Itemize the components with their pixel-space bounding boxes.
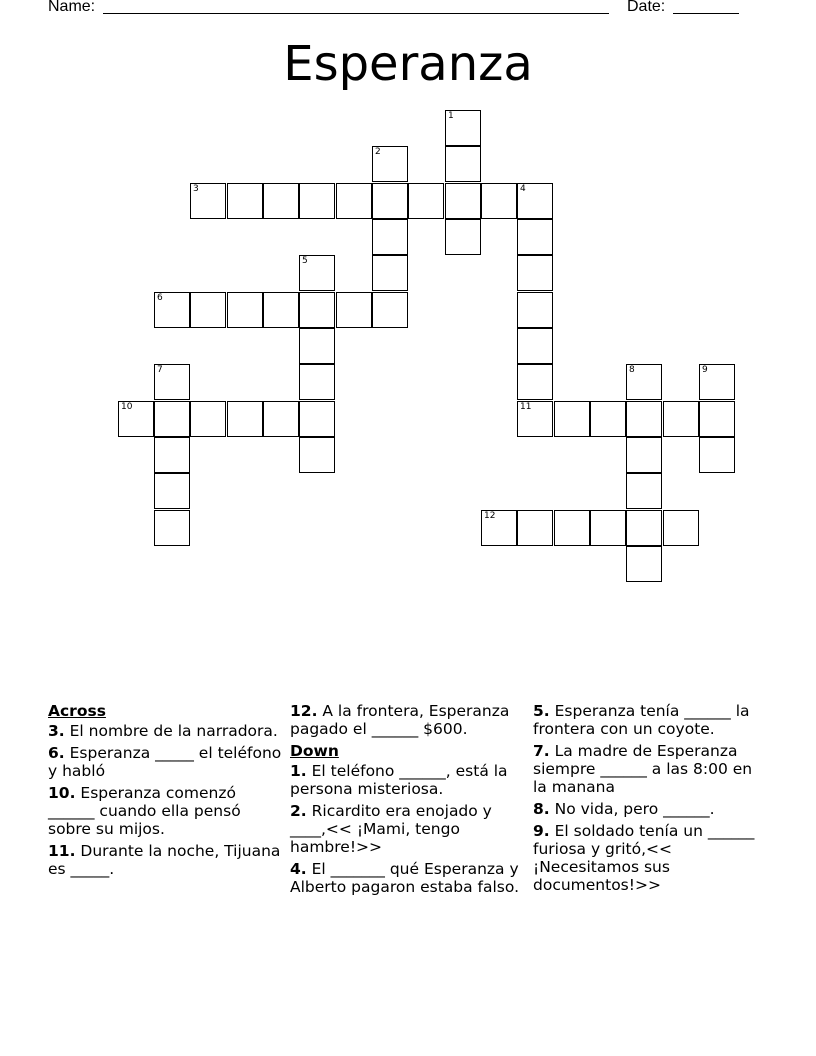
grid-cell[interactable] xyxy=(626,401,662,437)
grid-cell[interactable] xyxy=(408,183,444,219)
grid-cell[interactable] xyxy=(299,255,335,291)
grid-cell[interactable] xyxy=(299,437,335,473)
grid-cell[interactable] xyxy=(445,183,481,219)
grid-cell[interactable] xyxy=(517,401,553,437)
grid-cell[interactable] xyxy=(481,510,517,546)
cell-number: 9 xyxy=(702,365,708,375)
grid-cell[interactable] xyxy=(517,255,553,291)
clue-down-4: 4. El _______ qué Esperanza y Alberto pagaron estaba falso. xyxy=(290,860,520,896)
clue-across-3: 3. El nombre de la narradora. xyxy=(48,722,278,740)
clue-down-1: 1. El teléfono ______, está la persona misteriosa. xyxy=(290,762,508,798)
grid-cell[interactable] xyxy=(372,292,408,328)
grid-cell[interactable] xyxy=(590,401,626,437)
grid-cell[interactable] xyxy=(481,183,517,219)
grid-cell[interactable] xyxy=(445,110,481,146)
grid-cell[interactable] xyxy=(626,364,662,400)
grid-cell[interactable] xyxy=(699,364,735,400)
grid-cell[interactable] xyxy=(299,401,335,437)
page-title: Esperanza xyxy=(283,36,533,92)
clue-across-6: 6. Esperanza _____ el teléfono y habló xyxy=(48,744,282,780)
grid-cell[interactable] xyxy=(663,510,699,546)
grid-cell[interactable] xyxy=(263,183,299,219)
grid-cell[interactable] xyxy=(227,292,263,328)
grid-cell[interactable] xyxy=(263,292,299,328)
grid-cell[interactable] xyxy=(190,183,226,219)
grid-cell[interactable] xyxy=(699,401,735,437)
grid-cell[interactable] xyxy=(517,292,553,328)
grid-cell[interactable] xyxy=(590,510,626,546)
grid-cell[interactable] xyxy=(663,401,699,437)
cell-number: 12 xyxy=(484,511,496,521)
cell-number: 3 xyxy=(193,184,199,194)
grid-cell[interactable] xyxy=(517,364,553,400)
grid-cell[interactable] xyxy=(299,183,335,219)
grid-cell[interactable] xyxy=(445,146,481,182)
grid-cell[interactable] xyxy=(626,437,662,473)
cell-number: 4 xyxy=(520,184,526,194)
grid-cell[interactable] xyxy=(190,292,226,328)
cell-number: 6 xyxy=(157,293,163,303)
grid-cell[interactable] xyxy=(299,328,335,364)
grid-cell[interactable] xyxy=(263,401,299,437)
date-label: Date: xyxy=(627,0,666,15)
cell-number: 5 xyxy=(302,256,308,266)
down-heading: Down xyxy=(290,742,339,760)
grid-cell[interactable] xyxy=(517,328,553,364)
grid-cell[interactable] xyxy=(118,401,154,437)
clue-across-12: 12. A la frontera, Esperanza pagado el ______ $600. xyxy=(290,702,510,738)
grid-cell[interactable] xyxy=(626,510,662,546)
cell-number: 10 xyxy=(121,402,133,412)
grid-cell[interactable] xyxy=(372,219,408,255)
grid-cell[interactable] xyxy=(154,510,190,546)
clues-column-2 xyxy=(290,702,526,900)
clue-down-2: 2. Ricardito era enojado y ____,<< ¡Mami, tengo hambre!>> xyxy=(290,802,492,856)
grid-cell[interactable] xyxy=(154,437,190,473)
cell-number: 1 xyxy=(448,111,454,121)
grid-cell[interactable] xyxy=(372,146,408,182)
clue-down-5: 5. Esperanza tenía ______ la frontera con un coyote. xyxy=(533,702,750,738)
grid-cell[interactable] xyxy=(445,219,481,255)
grid-cell[interactable] xyxy=(154,292,190,328)
cell-number: 11 xyxy=(520,402,532,412)
grid-cell[interactable] xyxy=(626,546,662,582)
clue-down-9: 9. El soldado tenía un ______ furiosa y gritó,<< ¡Necesitamos sus documentos!>> xyxy=(533,822,755,894)
grid-cell[interactable] xyxy=(372,255,408,291)
grid-cell[interactable] xyxy=(554,510,590,546)
grid-cell[interactable] xyxy=(517,183,553,219)
cell-number: 8 xyxy=(629,365,635,375)
clues-column-3 xyxy=(533,702,769,898)
clue-down-8: 8. No vida, pero ______. xyxy=(533,800,715,818)
clue-across-11: 11. Durante la noche, Tijuana es _____. xyxy=(48,842,281,878)
clue-down-7: 7. La madre de Esperanza siempre ______ a las 8:00 en la manana xyxy=(533,742,753,796)
clue-across-10: 10. Esperanza comenzó ______ cuando ella pensó sobre su mijos. xyxy=(48,784,241,838)
grid-cell[interactable] xyxy=(227,183,263,219)
across-heading: Across xyxy=(48,702,106,720)
cell-number: 7 xyxy=(157,365,163,375)
grid-cell[interactable] xyxy=(190,401,226,437)
grid-cell[interactable] xyxy=(554,401,590,437)
grid-cell[interactable] xyxy=(699,437,735,473)
grid-cell[interactable] xyxy=(227,401,263,437)
grid-cell[interactable] xyxy=(154,401,190,437)
grid-cell[interactable] xyxy=(299,292,335,328)
grid-cell[interactable] xyxy=(336,183,372,219)
grid-cell[interactable] xyxy=(336,292,372,328)
grid-cell[interactable] xyxy=(517,219,553,255)
grid-cell[interactable] xyxy=(154,473,190,509)
grid-cell[interactable] xyxy=(372,183,408,219)
cell-number: 2 xyxy=(375,147,381,157)
grid-cell[interactable] xyxy=(626,473,662,509)
grid-cell[interactable] xyxy=(299,364,335,400)
clues-column-1 xyxy=(48,702,284,882)
grid-cell[interactable] xyxy=(154,364,190,400)
name-label: Name: xyxy=(48,0,96,15)
grid-cell[interactable] xyxy=(517,510,553,546)
